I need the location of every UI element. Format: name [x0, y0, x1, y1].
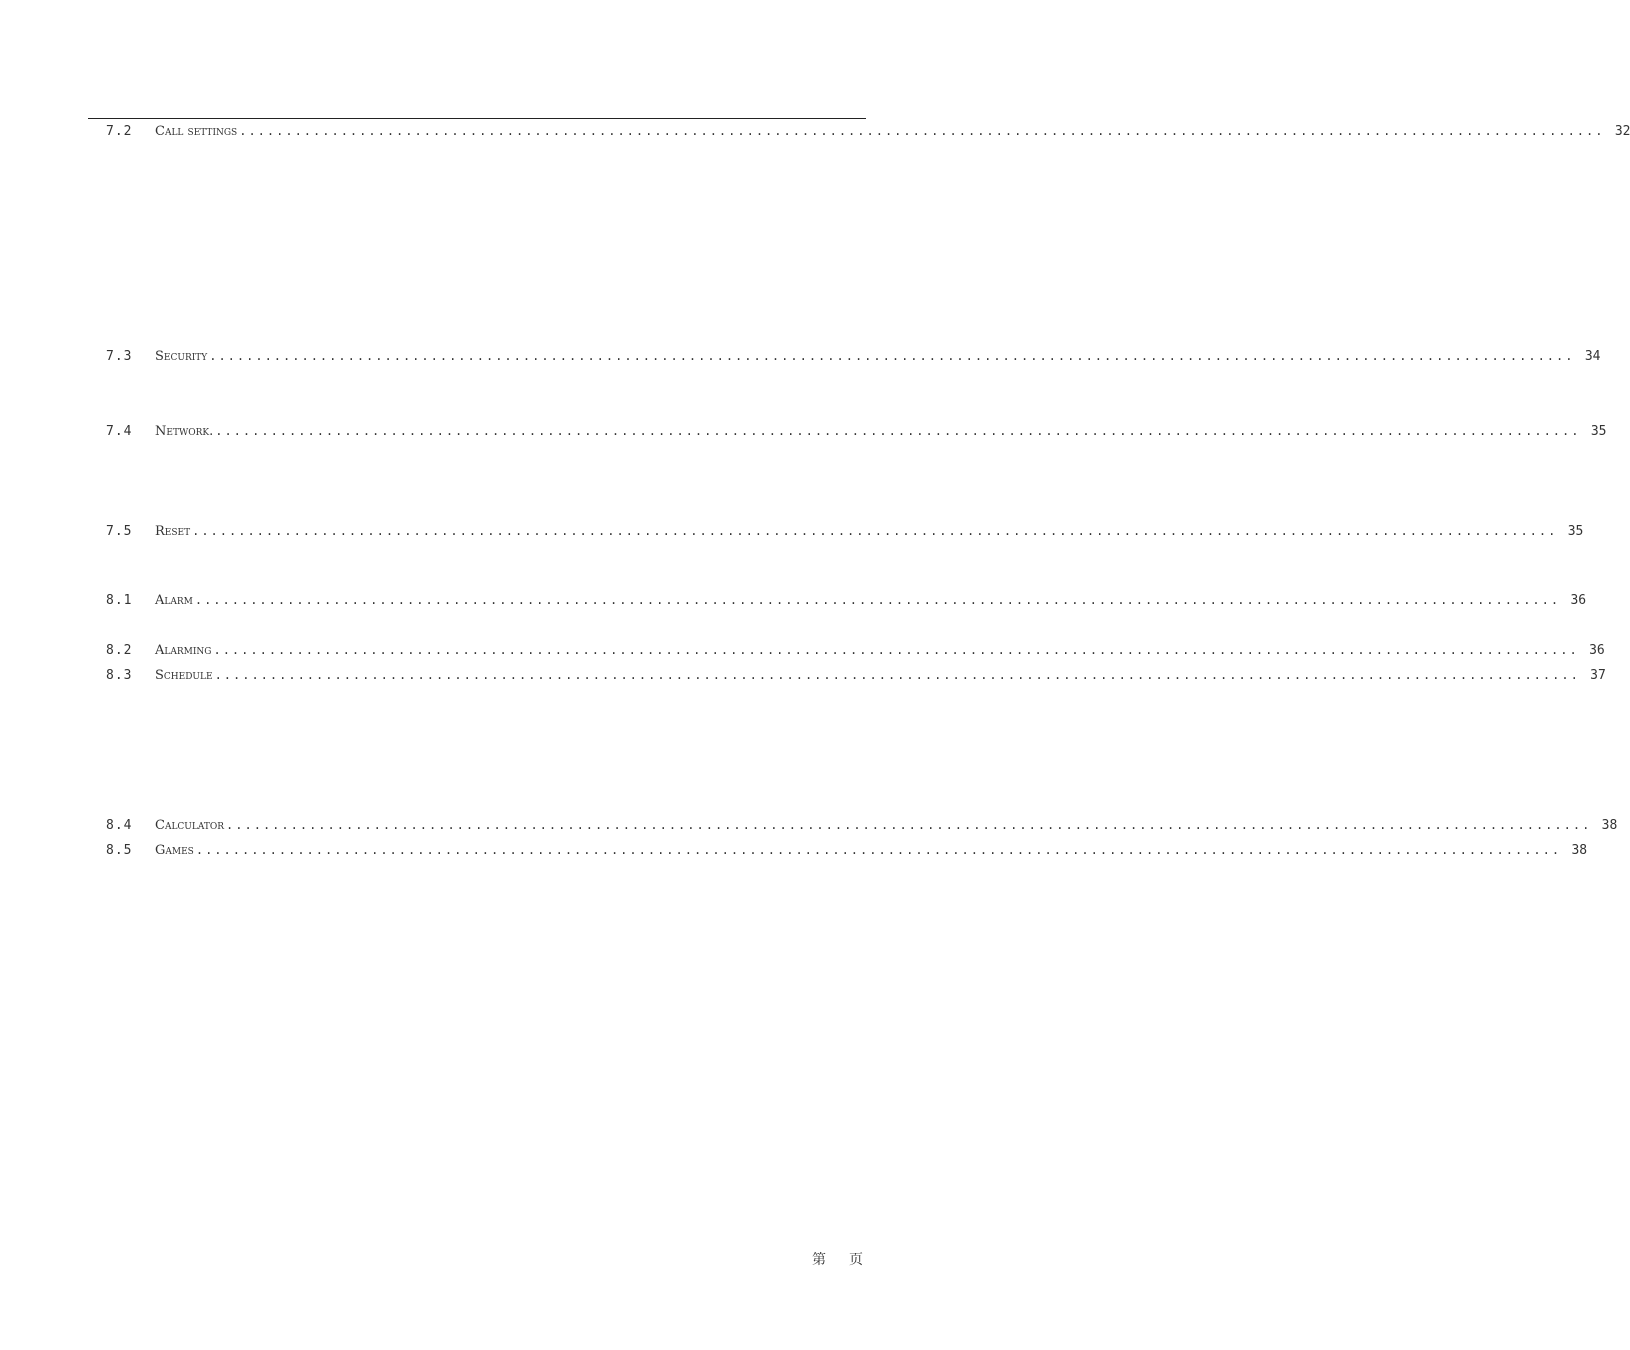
toc-entry-title: Schedule [155, 668, 213, 683]
toc-dot-leader: .................................................................................................................................................... [226, 818, 1592, 832]
toc-entry-page: 38 [1601, 818, 1618, 833]
toc-dot-leader: .................................................................................................................................................... [239, 124, 1605, 138]
toc-dot-leader: .................................................................................................................................................... [192, 524, 1558, 538]
toc-dot-leader: .................................................................................................................................................... [215, 424, 1581, 438]
toc-entry[interactable] [106, 840, 1588, 860]
toc-dot-leader: .................................................................................................................................................... [214, 668, 1580, 682]
toc-entry[interactable] [106, 665, 1606, 685]
toc-entry-number: 8.5 [106, 843, 133, 858]
toc-entry-number: 7.2 [106, 124, 133, 139]
toc-entry-number: 8.1 [106, 593, 133, 608]
toc-entry[interactable] [106, 421, 1607, 441]
toc-entry-title: Call settings [155, 124, 238, 139]
toc-entry-title: Network. [155, 424, 214, 439]
footer-page-suffix: 页 [849, 1252, 863, 1268]
toc-entry[interactable] [106, 815, 1618, 835]
toc-entry-number: 8.3 [106, 668, 133, 683]
toc-entry-number: 8.2 [106, 643, 133, 658]
toc-entry[interactable] [106, 521, 1584, 541]
toc-entry-page: 32 [1614, 124, 1630, 139]
toc-entry[interactable] [106, 640, 1605, 660]
toc-entry-page: 34 [1584, 349, 1601, 364]
toc-dot-leader: .................................................................................................................................................... [195, 843, 1562, 857]
toc-entry[interactable] [106, 346, 1601, 366]
toc-dot-leader: .................................................................................................................................................... [213, 643, 1579, 657]
toc-entry-title: Alarming [155, 643, 212, 658]
toc-entry-title: Security [155, 349, 208, 364]
toc-entry[interactable] [106, 590, 1587, 610]
page-footer [812, 1250, 872, 1270]
toc-entry-title: Calculator [155, 818, 225, 833]
toc-dot-leader: .................................................................................................................................................... [209, 349, 1575, 363]
toc-entry-number: 7.4 [106, 424, 133, 439]
header-rule [88, 118, 866, 119]
toc-entry-page: 38 [1571, 843, 1588, 858]
toc-dot-leader: .................................................................................................................................................... [194, 593, 1561, 607]
toc-entry-page: 36 [1570, 593, 1587, 608]
toc-entry-number: 7.5 [106, 524, 133, 539]
toc-entry-page: 35 [1590, 424, 1607, 439]
toc-entry-page: 37 [1590, 668, 1606, 683]
toc-entry[interactable] [106, 121, 1630, 141]
toc-entry-number: 7.3 [106, 349, 133, 364]
toc-entry-title: Alarm [155, 593, 193, 608]
toc-entry-title: Reset [155, 524, 191, 539]
footer-page-prefix: 第 [812, 1252, 826, 1268]
toc-entry-title: Games [155, 843, 194, 858]
toc-entry-number: 8.4 [106, 818, 133, 833]
toc-entry-page: 36 [1589, 643, 1605, 658]
toc-entry-page: 35 [1567, 524, 1584, 539]
